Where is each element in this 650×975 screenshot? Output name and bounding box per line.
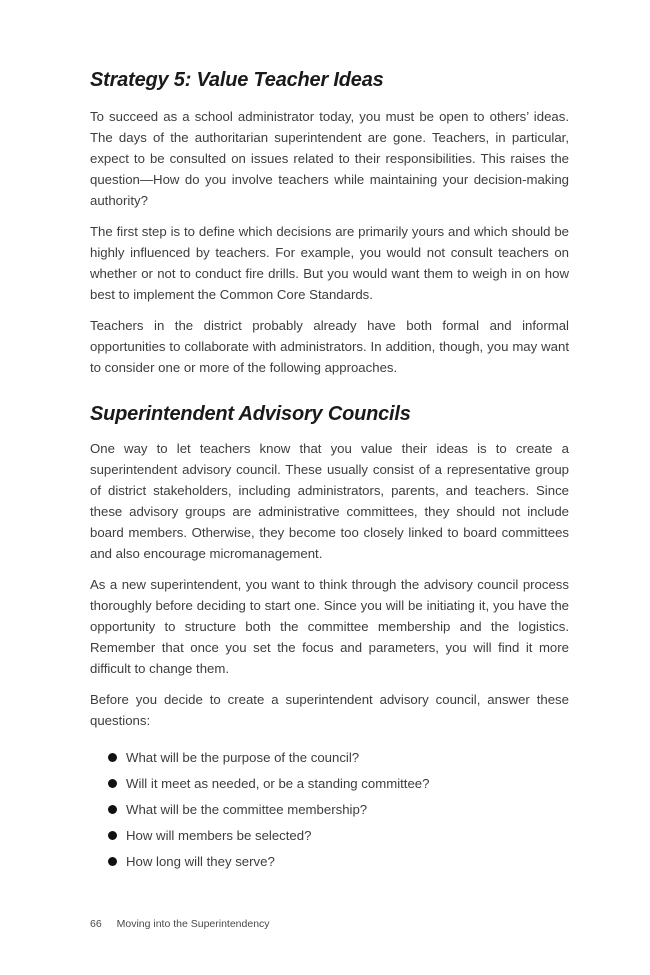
list-item-text: How will members be selected? — [126, 828, 312, 843]
section-heading-strategy: Strategy 5: Value Teacher Ideas — [90, 69, 384, 91]
bullet-icon — [108, 753, 117, 762]
list-item-text: What will be the committee membership? — [126, 802, 368, 817]
list-item-text: How long will they serve? — [126, 854, 275, 869]
paragraph: Teachers in the district probably already have both formal and informal opportunities to collaborate with administrators. In addition, though, you may want to consider one or more of the following approaches. — [90, 318, 569, 375]
page-footer — [90, 918, 270, 930]
list-item — [108, 797, 569, 823]
page-content — [90, 62, 569, 875]
questions-list — [90, 745, 569, 875]
bullet-icon — [108, 831, 117, 840]
list-item-text: What will be the purpose of the council? — [126, 750, 360, 765]
list-item — [108, 823, 569, 849]
bullet-icon — [108, 805, 117, 814]
list-item — [108, 771, 569, 797]
paragraph: One way to let teachers know that you value their ideas is to create a superintendent advisory council. These usually consist of a representative group of district stakeholders, including administrators, parents, and teachers. Since these advisory groups are administrative committees, they should not include board members. Otherwise, they become too closely linked to board committees and also encourage micromanagement. — [90, 441, 569, 561]
bullet-icon — [108, 779, 117, 788]
paragraph: Before you decide to create a superintendent advisory council, answer these questions: — [90, 692, 569, 728]
page-number: 66 — [90, 918, 102, 930]
paragraph: To succeed as a school administrator today, you must be open to others’ ideas. The days of the authoritarian superintendent are gone. Teachers, in particular, expect to be consulted on issues related to their responsibilities. This raises the question—How do you involve teachers while maintaining your decision-making authority? — [90, 109, 569, 208]
running-footer-title: Moving into the Superintendency — [116, 918, 270, 930]
bullet-icon — [108, 857, 117, 866]
paragraph: The first step is to define which decisions are primarily yours and which should be highly influenced by teachers. For example, you would not consult teachers on whether or not to conduct fire drills. But you would want them to weigh in on how best to implement the Common Core Standards. — [90, 224, 569, 302]
paragraph: As a new superintendent, you want to think through the advisory council process thoroughly before deciding to start one. Since you will be initiating it, you have the opportunity to structure both the committee membership and the logistics. Remember that once you set the focus and parameters, you will find it more difficult to change them. — [90, 577, 569, 676]
list-item-text: Will it meet as needed, or be a standing committee? — [126, 776, 430, 791]
list-item — [108, 849, 569, 875]
section-heading-advisory-councils: Superintendent Advisory Councils — [90, 403, 411, 425]
list-item — [108, 745, 569, 771]
